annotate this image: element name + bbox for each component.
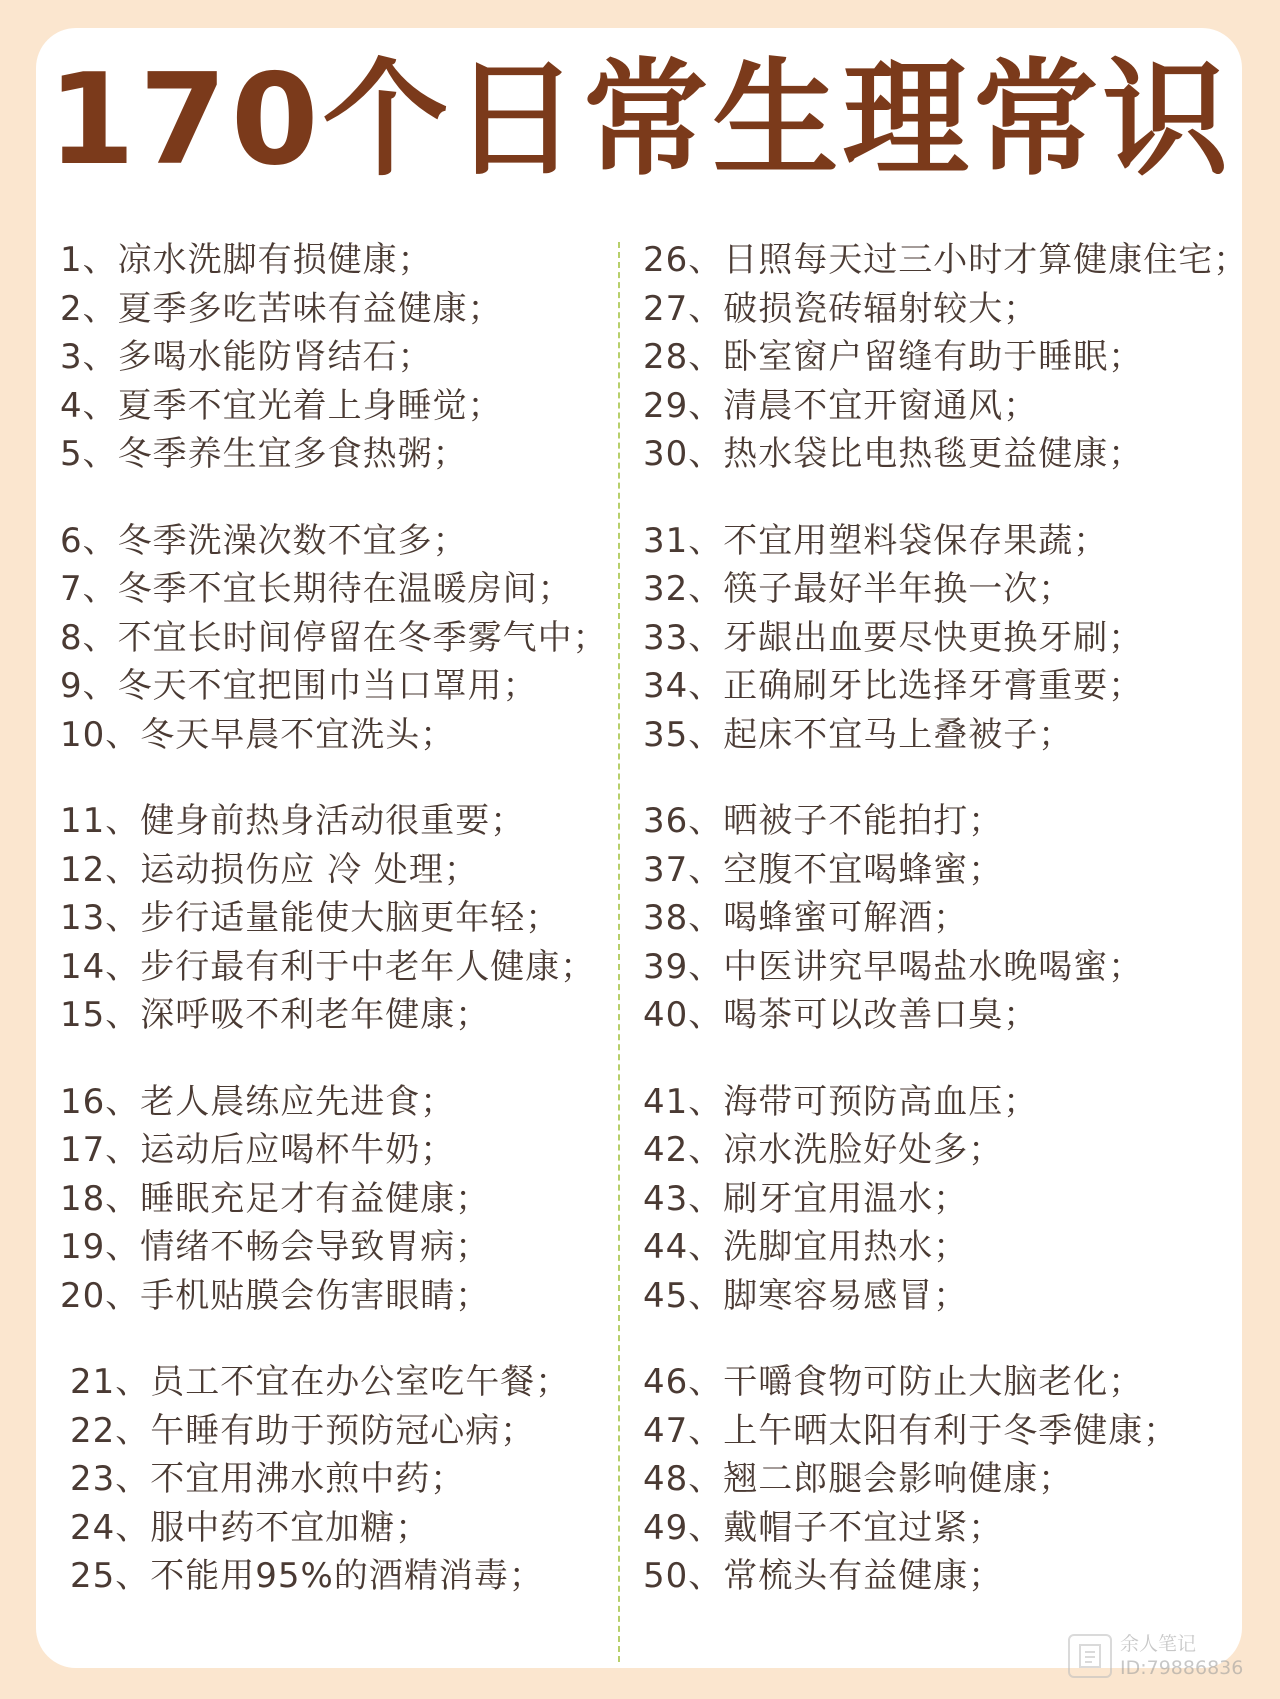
list-item: 18、睡眠充足才有益健康； [60,1178,491,1219]
list-item: 7、冬季不宜长期待在温暖房间； [60,569,573,609]
list-item: 12、运动损伤应 冷 处理； [60,849,479,890]
page-title: 170个日常生理常识 [47,46,1233,193]
list-item: 29、清晨不宜开窗通风； [643,385,1039,426]
list-item: 26、日照每天过三小时才算健康住宅； [643,240,1249,280]
item-group [60,517,616,760]
left-column [60,236,616,1639]
list-item: 48、翘二郎腿会影响健康； [643,1459,1074,1499]
list-item: 25、不能用95%的酒精消毒； [70,1556,544,1596]
list-item: 14、步行最有利于中老年人健康； [60,946,596,987]
list-item: 28、卧室窗户留缝有助于睡眠； [643,337,1144,377]
item-group [643,1078,1243,1321]
list-item: 43、刷牙宜用温水； [643,1178,969,1219]
list-item: 46、干嚼食物可防止大脑老化； [643,1362,1144,1402]
list-item: 32、筷子最好半年换一次； [643,569,1074,609]
list-item: 5、冬季养生宜多食热粥； [60,434,468,474]
list-item: 23、不宜用沸水煎中药； [70,1459,466,1499]
item-group [643,1358,1243,1601]
doc-logo-icon [1068,1634,1112,1678]
list-item: 10、冬天早晨不宜洗头； [60,714,456,755]
item-group [643,517,1243,760]
right-column [643,236,1249,1639]
item-group [60,1358,616,1601]
watermark-id: ID:79886836 [1120,1657,1244,1679]
list-item: 31、不宜用塑料袋保存果蔬； [643,520,1109,561]
list-item: 9、冬天不宜把围巾当口罩用； [60,666,538,706]
list-item: 49、戴帽子不宜过紧； [643,1507,1004,1548]
watermark-name: 余人笔记 [1120,1633,1197,1655]
list-item: 13、步行适量能使大脑更年轻； [60,898,561,938]
list-item: 33、牙龈出血要尽快更换牙刷； [643,617,1144,658]
item-group [60,1078,616,1321]
list-item: 8、不宜长时间停留在冬季雾气中； [60,617,608,658]
list-item: 38、喝蜂蜜可解酒； [643,898,969,938]
list-item: 34、正确刷牙比选择牙膏重要； [643,666,1144,706]
list-item: 30、热水袋比电热毯更益健康； [643,434,1144,474]
list-item: 1、凉水洗脚有损健康； [60,240,433,280]
item-group [643,797,1243,1040]
list-item: 37、空腹不宜喝蜂蜜； [643,849,1004,890]
list-item: 24、服中药不宜加糖； [70,1507,431,1548]
list-item: 35、起床不宜马上叠被子； [643,714,1074,755]
list-item: 16、老人晨练应先进食； [60,1081,456,1122]
list-item: 20、手机贴膜会伤害眼睛； [60,1275,491,1316]
item-group [60,236,616,479]
list-item: 3、多喝水能防肾结石； [60,337,433,377]
list-item: 36、晒被子不能拍打； [643,801,1004,841]
list-item: 45、脚寒容易感冒； [643,1275,969,1316]
list-item: 42、凉水洗脸好处多； [643,1130,1004,1170]
list-item: 15、深呼吸不利老年健康； [60,995,491,1035]
column-divider [618,242,620,1662]
list-item: 17、运动后应喝杯牛奶； [60,1130,456,1170]
watermark [1068,1626,1243,1686]
list-item: 40、喝茶可以改善口臭； [643,995,1039,1035]
list-item: 47、上午晒太阳有利于冬季健康； [643,1410,1179,1451]
list-item: 11、健身前热身活动很重要； [60,801,526,841]
list-item: 6、冬季洗澡次数不宜多； [60,520,468,561]
list-item: 21、员工不宜在办公室吃午餐； [70,1362,571,1402]
item-group [643,236,1249,479]
item-group [60,797,616,1040]
list-item: 39、中医讲究早喝盐水晚喝蜜； [643,946,1144,987]
list-item: 22、午睡有助于预防冠心病； [70,1410,536,1451]
list-item: 2、夏季多吃苦味有益健康； [60,288,503,329]
list-item: 41、海带可预防高血压； [643,1081,1039,1122]
list-item: 4、夏季不宜光着上身睡觉； [60,385,503,426]
list-item: 44、洗脚宜用热水； [643,1227,969,1267]
list-item: 19、情绪不畅会导致胃病； [60,1227,491,1267]
list-item: 27、破损瓷砖辐射较大； [643,288,1039,329]
list-item: 50、常梳头有益健康； [643,1556,1004,1596]
